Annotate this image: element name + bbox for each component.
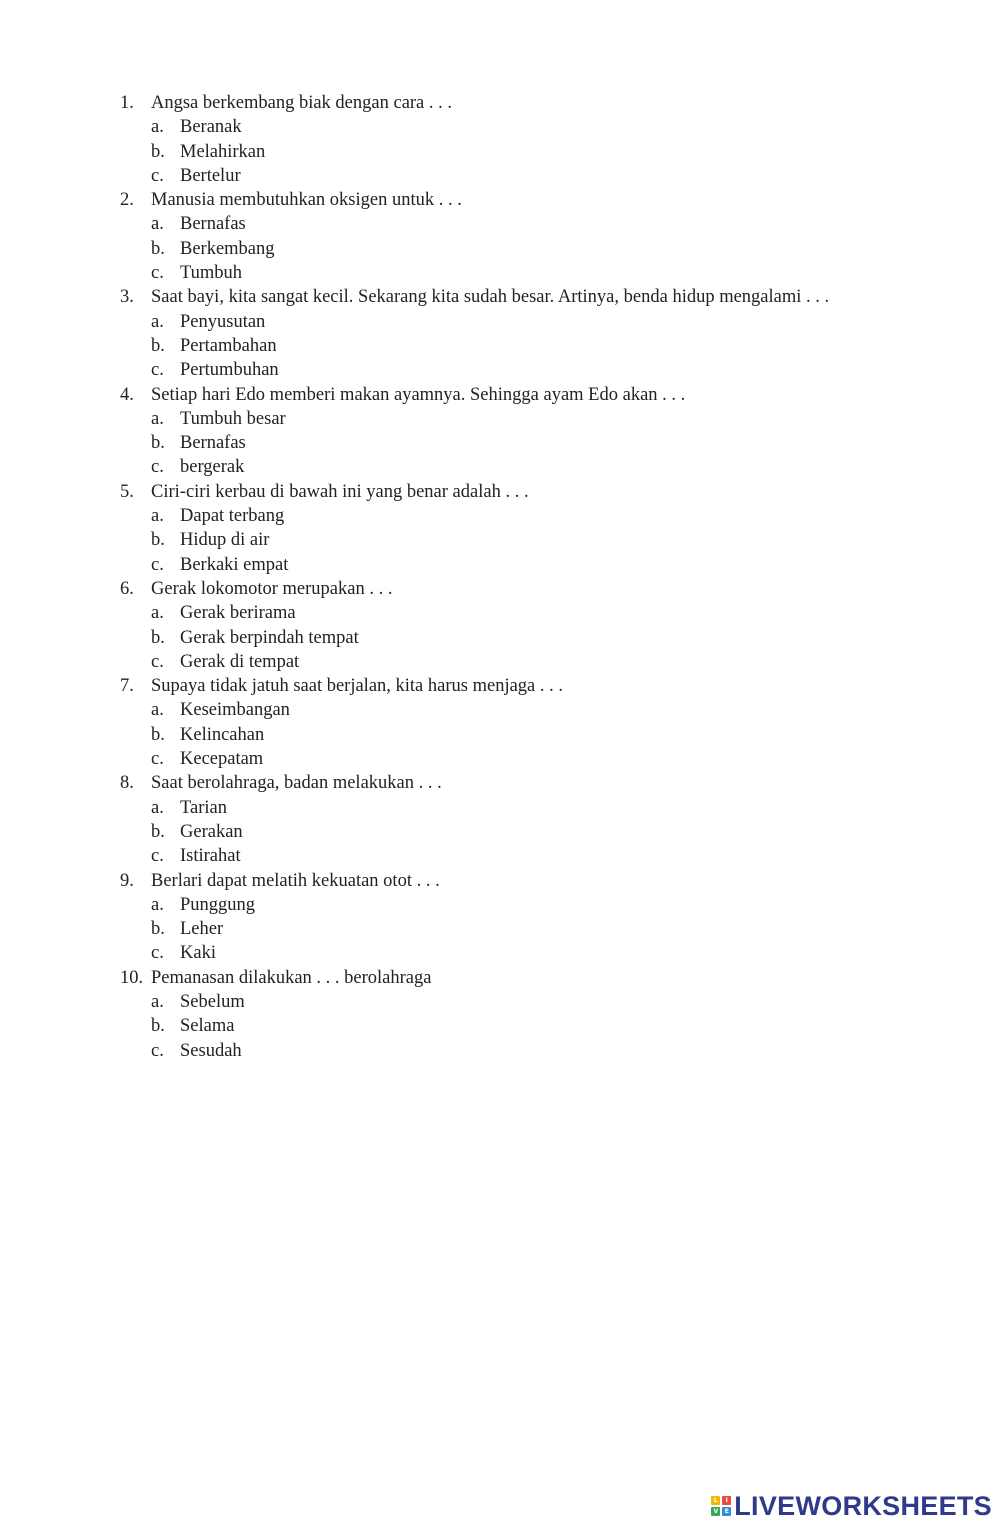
option-text: Dapat terbang bbox=[180, 506, 285, 527]
question-text: Manusia membutuhkan oksigen untuk . . . bbox=[151, 190, 462, 211]
answer-options bbox=[120, 990, 980, 1063]
answer-option bbox=[151, 723, 980, 747]
question-number: 3. bbox=[120, 287, 134, 308]
question-text: Saat bayi, kita sangat kecil. Sekarang kita sudah besar. Artinya, benda hidup mengalami . . . bbox=[151, 287, 830, 308]
option-letter: a. bbox=[151, 408, 164, 429]
option-text: Selama bbox=[180, 1016, 235, 1037]
question-item bbox=[120, 383, 980, 480]
answer-option bbox=[151, 334, 980, 358]
answer-option bbox=[151, 1039, 980, 1063]
question-line bbox=[120, 966, 980, 990]
option-letter: a. bbox=[151, 894, 164, 915]
question-line bbox=[120, 480, 980, 504]
question-line bbox=[120, 674, 980, 698]
logo-tile: V bbox=[711, 1507, 720, 1516]
answer-option bbox=[151, 941, 980, 965]
option-letter: c. bbox=[151, 360, 164, 381]
question-number: 4. bbox=[120, 384, 134, 405]
answer-options bbox=[120, 407, 980, 480]
option-letter: a. bbox=[151, 214, 164, 235]
answer-options bbox=[120, 796, 980, 869]
question-number: 10. bbox=[120, 967, 144, 988]
option-text: Punggung bbox=[180, 894, 256, 915]
option-text: Beranak bbox=[180, 117, 242, 138]
option-letter: b. bbox=[151, 919, 165, 940]
question-text: Gerak lokomotor merupakan . . . bbox=[151, 578, 393, 599]
question-text: Pemanasan dilakukan . . . berolahraga bbox=[151, 967, 432, 988]
question-item bbox=[120, 480, 980, 577]
question-line bbox=[120, 91, 980, 115]
question-item bbox=[120, 285, 980, 382]
option-text: Istirahat bbox=[180, 846, 241, 867]
answer-option bbox=[151, 237, 980, 261]
option-letter: c. bbox=[151, 457, 164, 478]
question-text: Supaya tidak jatuh saat berjalan, kita harus menjaga . . . bbox=[151, 676, 564, 697]
option-letter: c. bbox=[151, 263, 164, 284]
option-letter: b. bbox=[151, 335, 165, 356]
option-text: Tumbuh bbox=[180, 263, 243, 284]
option-letter: b. bbox=[151, 530, 165, 551]
question-item bbox=[120, 91, 980, 188]
answer-options bbox=[120, 310, 980, 383]
question-number: 2. bbox=[120, 190, 134, 211]
answer-options bbox=[120, 115, 980, 188]
option-text: Hidup di air bbox=[180, 530, 270, 551]
option-letter: c. bbox=[151, 943, 164, 964]
answer-options bbox=[120, 601, 980, 674]
question-text: Saat berolahraga, badan melakukan . . . bbox=[151, 773, 442, 794]
answer-option bbox=[151, 115, 980, 139]
option-text: Berkaki empat bbox=[180, 554, 289, 575]
option-text: bergerak bbox=[180, 457, 245, 478]
question-text: Setiap hari Edo memberi makan ayamnya. Sehingga ayam Edo akan . . . bbox=[151, 384, 686, 405]
answer-option bbox=[151, 358, 980, 382]
question-line bbox=[120, 577, 980, 601]
option-text: Leher bbox=[180, 919, 224, 940]
option-letter: c. bbox=[151, 749, 164, 770]
option-text: Gerak berpindah tempat bbox=[180, 627, 359, 648]
answer-option bbox=[151, 212, 980, 236]
option-letter: c. bbox=[151, 1040, 164, 1061]
option-letter: c. bbox=[151, 846, 164, 867]
question-item bbox=[120, 188, 980, 285]
answer-options bbox=[120, 212, 980, 285]
option-letter: a. bbox=[151, 311, 164, 332]
option-letter: a. bbox=[151, 797, 164, 818]
question-line bbox=[120, 285, 980, 309]
answer-option bbox=[151, 893, 980, 917]
question-line bbox=[120, 383, 980, 407]
question-item bbox=[120, 869, 980, 966]
question-item bbox=[120, 577, 980, 674]
answer-options bbox=[120, 698, 980, 771]
logo-tile: L bbox=[711, 1496, 720, 1505]
option-letter: b. bbox=[151, 1016, 165, 1037]
option-text: Melahirkan bbox=[180, 141, 266, 162]
quiz-question-list bbox=[120, 91, 980, 1063]
question-item bbox=[120, 771, 980, 868]
answer-option bbox=[151, 1014, 980, 1038]
option-text: Gerak berirama bbox=[180, 603, 296, 624]
answer-option bbox=[151, 528, 980, 552]
answer-option bbox=[151, 698, 980, 722]
option-text: Bernafas bbox=[180, 214, 246, 235]
option-letter: b. bbox=[151, 724, 165, 745]
question-item bbox=[120, 966, 980, 1063]
answer-option bbox=[151, 601, 980, 625]
option-text: Keseimbangan bbox=[180, 700, 290, 721]
question-line bbox=[120, 188, 980, 212]
option-text: Gerakan bbox=[180, 821, 243, 842]
option-letter: a. bbox=[151, 117, 164, 138]
answer-option bbox=[151, 553, 980, 577]
answer-option bbox=[151, 626, 980, 650]
option-text: Berkembang bbox=[180, 238, 275, 259]
option-text: Pertumbuhan bbox=[180, 360, 279, 381]
question-number: 9. bbox=[120, 870, 134, 891]
answer-option bbox=[151, 820, 980, 844]
option-letter: b. bbox=[151, 141, 165, 162]
question-number: 8. bbox=[120, 773, 134, 794]
logo-tile: I bbox=[722, 1496, 731, 1505]
answer-option bbox=[151, 796, 980, 820]
option-text: Kaki bbox=[180, 943, 216, 964]
option-letter: b. bbox=[151, 821, 165, 842]
answer-option bbox=[151, 431, 980, 455]
answer-option bbox=[151, 504, 980, 528]
question-text: Ciri-ciri kerbau di bawah ini yang benar adalah . . . bbox=[151, 481, 529, 502]
question-text: Angsa berkembang biak dengan cara . . . bbox=[151, 93, 453, 113]
logo-tile: E bbox=[722, 1507, 731, 1516]
option-letter: c. bbox=[151, 165, 164, 186]
option-text: Kelincahan bbox=[180, 724, 265, 745]
option-text: Gerak di tempat bbox=[180, 651, 300, 672]
option-text: Bernafas bbox=[180, 433, 246, 454]
option-letter: a. bbox=[151, 506, 164, 527]
option-text: Tumbuh besar bbox=[180, 408, 286, 429]
watermark-text: LIVEWORKSHEETS bbox=[734, 1490, 992, 1521]
option-text: Bertelur bbox=[180, 165, 241, 186]
question-number: 5. bbox=[120, 481, 134, 502]
question-line bbox=[120, 771, 980, 795]
option-text: Kecepatam bbox=[180, 749, 264, 770]
option-letter: b. bbox=[151, 627, 165, 648]
answer-options bbox=[120, 504, 980, 577]
option-letter: c. bbox=[151, 651, 164, 672]
question-text: Berlari dapat melatih kekuatan otot . . . bbox=[151, 870, 440, 891]
option-text: Penyusutan bbox=[180, 311, 266, 332]
liveworksheets-watermark bbox=[711, 1491, 992, 1521]
answer-option bbox=[151, 407, 980, 431]
question-item bbox=[120, 674, 980, 771]
option-letter: a. bbox=[151, 991, 164, 1012]
option-letter: b. bbox=[151, 238, 165, 259]
answer-option bbox=[151, 455, 980, 479]
answer-option bbox=[151, 140, 980, 164]
question-number: 6. bbox=[120, 578, 134, 599]
question-number: 1. bbox=[120, 93, 134, 113]
option-letter: a. bbox=[151, 603, 164, 624]
option-letter: c. bbox=[151, 554, 164, 575]
option-text: Sebelum bbox=[180, 991, 245, 1012]
answer-option bbox=[151, 917, 980, 941]
option-letter: a. bbox=[151, 700, 164, 721]
option-text: Sesudah bbox=[180, 1040, 242, 1061]
question-number: 7. bbox=[120, 676, 134, 697]
answer-option bbox=[151, 990, 980, 1014]
question-line bbox=[120, 869, 980, 893]
answer-option bbox=[151, 650, 980, 674]
option-letter: b. bbox=[151, 433, 165, 454]
answer-option bbox=[151, 747, 980, 771]
answer-options bbox=[120, 893, 980, 966]
option-text: Tarian bbox=[180, 797, 227, 818]
option-text: Pertambahan bbox=[180, 335, 277, 356]
liveworksheets-logo-icon bbox=[711, 1496, 731, 1516]
answer-option bbox=[151, 164, 980, 188]
answer-option bbox=[151, 310, 980, 334]
answer-option bbox=[151, 261, 980, 285]
answer-option bbox=[151, 844, 980, 868]
